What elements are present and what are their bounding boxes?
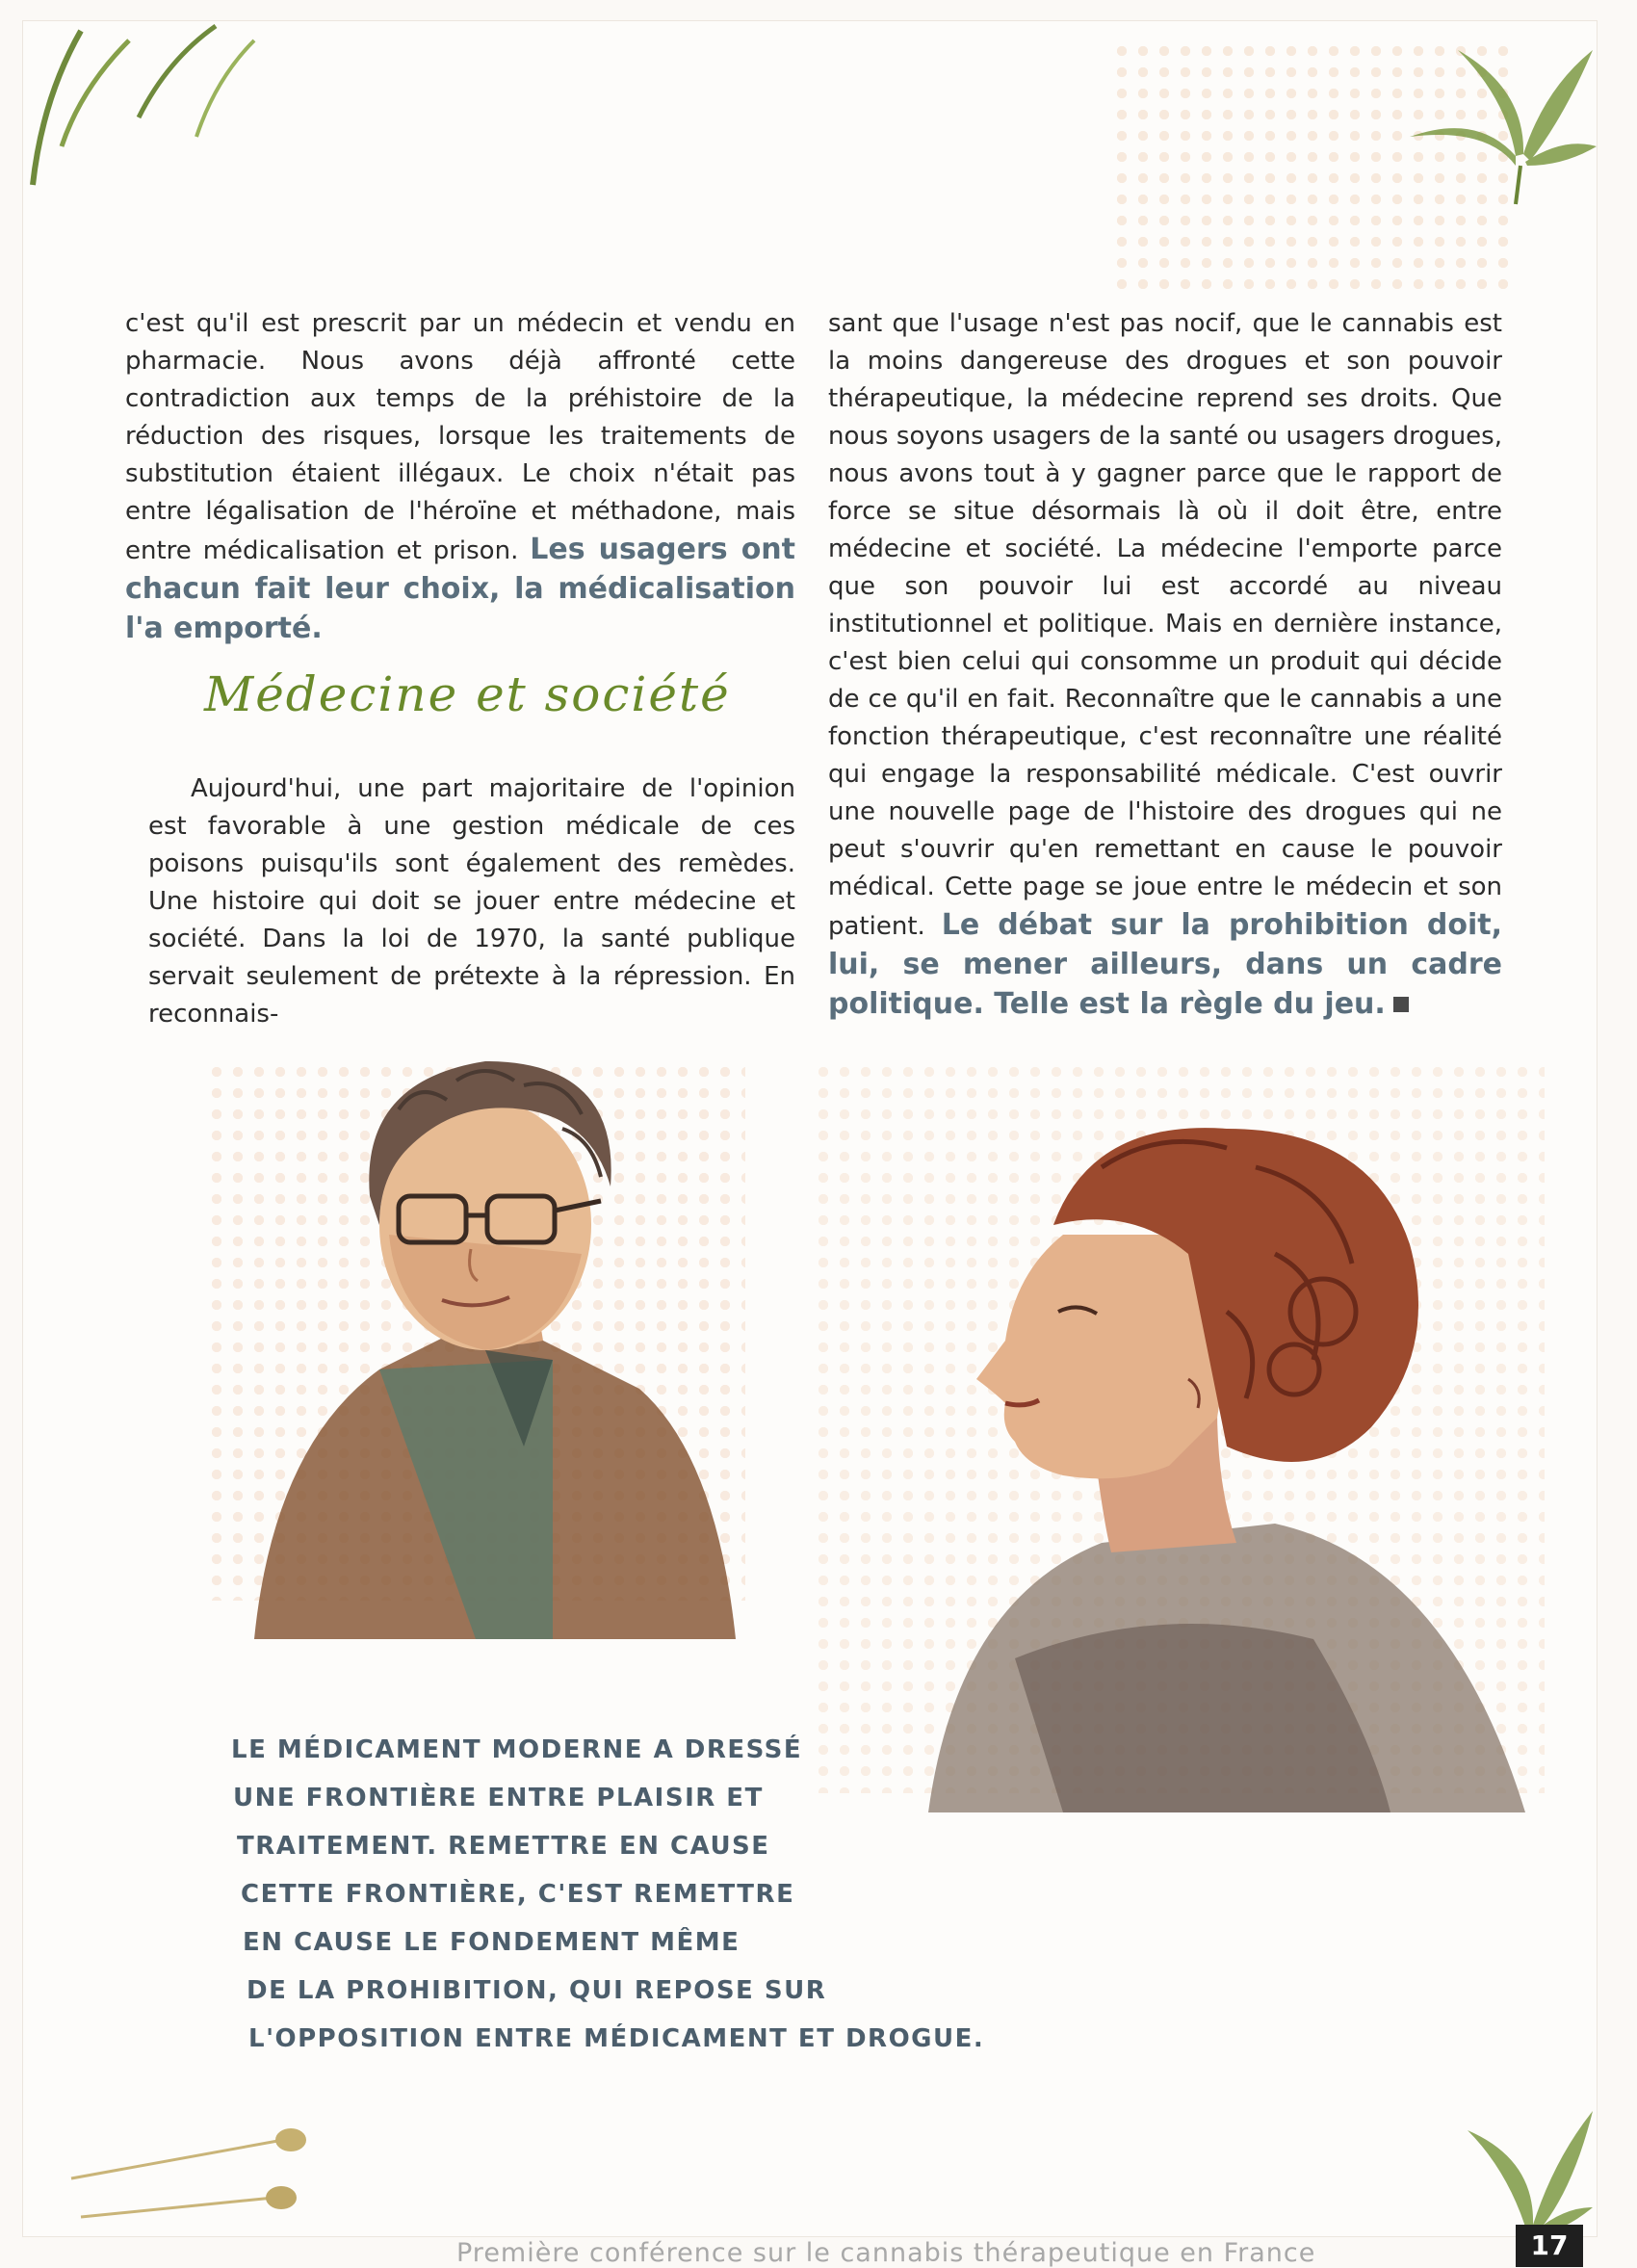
- portrait-man-glasses: [235, 1042, 755, 1658]
- pull-quote-line: CETTE FRONTIÈRE, C'EST REMETTRE: [241, 1880, 795, 1909]
- pull-quote-line: UNE FRONTIÈRE ENTRE PLAISIR ET: [233, 1784, 764, 1812]
- page-number: 17: [1516, 2225, 1583, 2267]
- pull-quote-line: L'OPPOSITION ENTRE MÉDICAMENT ET DROGUE.: [248, 2024, 985, 2053]
- left-column: [125, 305, 795, 649]
- footer-text: Première conférence sur le cannabis thérapeutique en France: [456, 2238, 1316, 2268]
- pull-quote-line: EN CAUSE LE FONDEMENT MÊME: [243, 1928, 741, 1957]
- pull-quote-line: DE LA PROHIBITION, QUI REPOSE SUR: [247, 1976, 827, 2005]
- cannabis-leaf-icon: [1371, 21, 1597, 204]
- left-paragraph-1-text: c'est qu'il est prescrit par un médecin et vendu en pharmacie. Nous avons déjà affronté cette contradiction aux temps de la préhistoire de la réduction des risques, lorsque les traitements de substitution étaient illégaux. Le choix n'était pas entre légalisation de l'héroïne et méthadone, mais entre médicalisation et prison.: [125, 309, 795, 565]
- pull-quote-line: TRAITEMENT. REMETTRE EN CAUSE: [237, 1832, 770, 1861]
- right-paragraph-text: sant que l'usage n'est pas nocif, que le cannabis est la moins dangereuse des drogues et son pouvoir thérapeutique, la médecine reprend ses droits. Que nous soyons usagers de la santé ou usagers drogues, nous avons tout à y gagner parce que le rapport de force se situe désormais là où il doit être, entre médecine et société. La médecine l'emporte parce que son pouvoir lui est accordé au niveau institutionnel et politique. Mais en dernière instance, c'est bien celui qui consomme un produit qui décide de ce qu'il en fait. Reconnaître que le cannabis a une fonction thérapeutique, c'est reconnaître une réalité qui engage la responsabilité médicale. C'est ouvrir une nouvelle page de l'histoire des drogues qui ne peut s'ouvrir qu'en remettant en cause le pouvoir médical. Cette page se joue entre le médecin et son patient.: [828, 309, 1502, 941]
- end-mark-icon: [1393, 997, 1409, 1012]
- section-title: Médecine et société: [204, 666, 731, 722]
- left-column-lower: [148, 770, 795, 1033]
- pull-quote: [231, 1726, 985, 2063]
- portrait-woman-profile: [870, 1061, 1564, 1812]
- right-highlight: Le débat sur la prohibition doit, lui, se mener ailleurs, dans un cadre politique. Telle est la règle du jeu.: [828, 908, 1503, 1021]
- cannabis-leaf-bottom-icon: [1448, 2092, 1597, 2236]
- left-paragraph-2: Aujourd'hui, une part majoritaire de l'opinion est favorable à une gestion médicale de ces poisons puisqu'ils sont également des remèdes. Une histoire qui doit se jouer entre médecine et société. Dans la loi de 1970, la santé publique servait seulement de prétexte à la répression. En reconnais-: [148, 774, 795, 1029]
- right-paragraph: [828, 305, 1502, 1025]
- pull-quote-line: LE MÉDICAMENT MODERNE A DRESSÉ: [231, 1735, 803, 1764]
- magazine-page: [23, 21, 1597, 2268]
- right-column: [828, 305, 1502, 1025]
- grass-leaves-icon: [23, 21, 273, 195]
- left-paragraph-1: [125, 305, 795, 649]
- seed-sprout-icon: [62, 2121, 312, 2236]
- left-highlight: Les usagers ont chacun fait leur choix, la médicalisation l'a emporté.: [125, 533, 796, 645]
